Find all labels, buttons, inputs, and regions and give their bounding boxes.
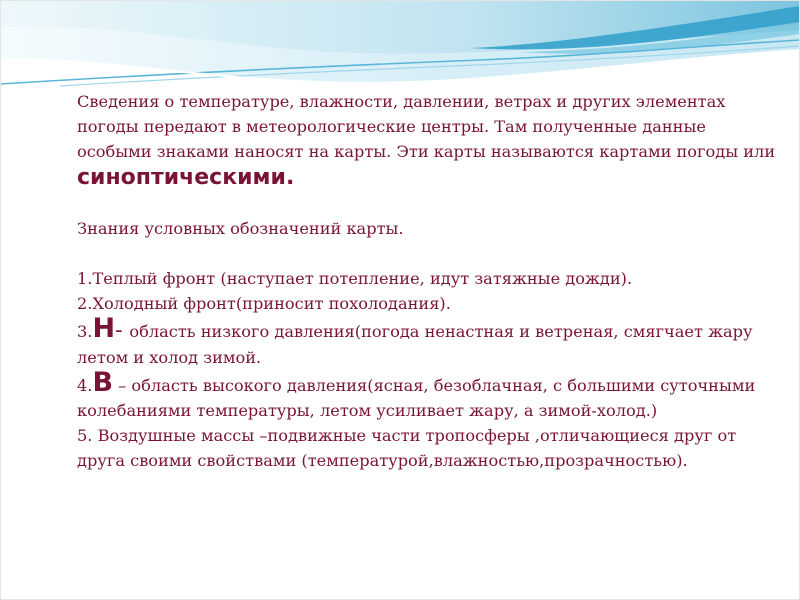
legend-heading: Знания условных обозначений карты. — [77, 218, 404, 238]
item-number: 4. — [77, 375, 93, 395]
low-pressure-text: область низкого давления(погода ненастная и ветреная, смягчает жару летом и холод зимой. — [77, 322, 753, 367]
synoptic-emphasis: синоптическими. — [77, 164, 295, 190]
spacer — [77, 241, 777, 266]
high-pressure-text: – область высокого давления(ясная, безоблачная, с большими суточными колебаниями температуры, летом усиливает жару, а зимой-холод.) — [77, 375, 756, 421]
intro-paragraph — [77, 89, 777, 191]
item-number: 3. — [77, 322, 93, 342]
low-pressure-dash: - — [115, 318, 130, 343]
list-item-high-pressure — [77, 366, 777, 423]
spacer — [77, 191, 777, 216]
high-pressure-symbol: В — [92, 366, 114, 398]
list-item-cold-front: 2.Холодный фронт(приносит похолодания). — [77, 294, 451, 314]
list-item-warm-front: 1.Теплый фронт (наступает потепление, идут затяжные дожди). — [77, 269, 633, 289]
low-pressure-symbol: Н — [92, 313, 116, 345]
list-item-low-pressure — [77, 313, 777, 369]
intro-text: Сведения о температуре, влажности, давлении, ветрах и других элементах погоды передают в метеорологические центры. Там полученные данные особыми знаками наносят на карты. Эти карты называются картами погоды или — [77, 92, 776, 162]
slide-body — [77, 89, 777, 474]
list-item-air-masses: 5. Воздушные массы –подвижные части тропосферы ,отличающиеся друг от друга своими свойствами (температурой,влажностью,прозрачностью). — [77, 426, 737, 471]
